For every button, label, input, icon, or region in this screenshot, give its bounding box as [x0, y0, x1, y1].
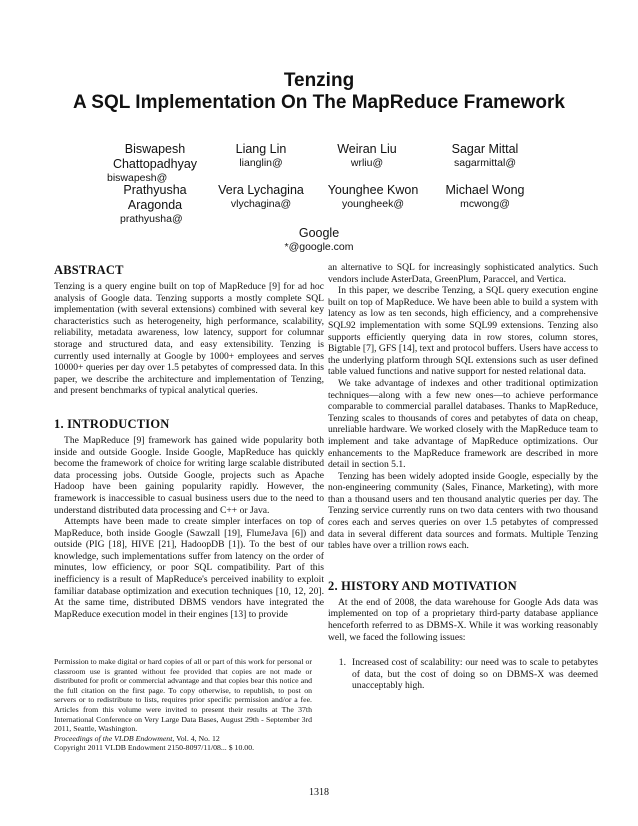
author-name-cont: Aragonda: [127, 198, 183, 212]
list-item: [328, 657, 598, 692]
author-name: Liang Lin: [235, 142, 287, 156]
author-email: vlychagina@: [230, 198, 292, 210]
author-email: prathyusha@: [120, 213, 183, 225]
title-line-1: Tenzing: [283, 70, 355, 91]
intro-paragraph-2: Attempts have been made to create simpler interfaces on top of MapReduce, both inside Google (Sawzall [19], FlumeJava [6]) and outside (PIG [18], HIVE [21], HadoopDB [1]). To the best of our knowledge, such implementations suffer from latency on the order of minutes, low efficiency, or poor SQL compatibility. Part of this inefficiency is a result of MapReduce's perceived inability to exploit familiar database optimization and execution techniques [10, 12, 20]. At the same time, distributed DBMS vendors have integrated the MapReduce execution model in their engines [13] to provide: [54, 516, 324, 620]
history-paragraph-1: At the end of 2008, the data warehouse for Google Ads data was implemented on top of a proprietary third-party database appliance henceforth referred to as DBMS-X. While it was working reasonably well, we faced the following issues:: [328, 596, 598, 643]
intro-paragraph-4: In this paper, we describe Tenzing, a SQL query execution engine built on top of MapReduce. We have been able to build a system with latency as low as ten seconds, high efficiency, and a comprehensive SQL92 implementation with some SQL99 extensions. Tenzing also supports efficiently querying data in row stores, column stores, Bigtable [7], GFS [14], text and protocol buffers. Users have access to the underlying platform through SQL extensions such as user defined table valued functions and native support for nested relational data.: [328, 285, 598, 378]
copyright-text: Copyright 2011 VLDB Endowment 2150-8097/11/08... $ 10.00.: [54, 743, 255, 753]
history-heading: 2. HISTORY AND MOTIVATION: [328, 578, 517, 593]
author-name: Michael Wong: [445, 183, 525, 197]
author-4: [415, 142, 555, 170]
author-name: Weiran Liu: [337, 142, 397, 156]
author-email: lianglin@: [239, 157, 283, 169]
intro-paragraph-5: We take advantage of indexes and other traditional optimization techniques—along with a few new ones—to achieve performance comparable to commercial parallel databases. Thanks to MapReduce, Tenzing scales to thousands of cores and petabytes of data on cheap, unreliable hardware. We worked closely with the MapReduce team to implement and take advantage of MapReduce optimizations. Our enhancements to the MapReduce framework are described in more detail in section 5.1.: [328, 377, 598, 471]
affiliation-email: *@google.com: [284, 241, 354, 253]
abstract-heading: ABSTRACT: [54, 263, 124, 277]
intro-paragraph-1: The MapReduce [9] framework has gained wide popularity both inside and outside Google. Inside Google, MapReduce has quickly become the framework of choice for writing large scalable distributed data processing jobs. Outside Google, projects such as Apache Hadoop have been gaining popularity rapidly. However, the framework is inaccessible to casual business users due to the need to understand distributed data processing and C++ or Java.: [54, 434, 324, 516]
author-name-cont: Chattopadhyay: [112, 157, 198, 171]
intro-paragraph-6: Tenzing has been widely adopted inside Google, especially by the non-engineering community (Sales, Finance, Marketing), with more than a thousand users and ten thousand analytic queries per day. The Tenzing service currently runs on two data centers with two thousand cores each and serves queries on over 1.5 petabytes of compressed data in several different data sources and formats. Multiple Tenzing tables have over a trillion rows each.: [328, 470, 598, 552]
author-email: wrliu@: [350, 157, 384, 169]
author-email: sagarmittal@: [453, 157, 516, 169]
introduction-heading: 1. INTRODUCTION: [54, 416, 170, 431]
author-8: [415, 183, 555, 211]
author-name: Younghee Kwon: [327, 183, 419, 197]
author-name: Sagar Mittal: [451, 142, 519, 156]
author-email: mcwong@: [460, 198, 510, 210]
author-email: biswapesh@: [107, 172, 168, 184]
intro-paragraph-3: an alternative to SQL for increasingly sophisticated analytics. Such vendors include AsterData, GreenPlum, Paraccel, and Vertica.: [328, 262, 598, 285]
right-column: [328, 262, 598, 692]
author-name: Prathyusha: [123, 183, 187, 197]
author-name: Vera Lychagina: [218, 183, 304, 197]
proceedings-volume: Vol. 4, No. 12: [174, 733, 220, 743]
abstract-text: Tenzing is a query engine built on top of MapReduce [9] for ad hoc analysis of Google data. Tenzing supports a mostly complete SQL implementation (with several extensions) combined with several key characteristics such as heterogeneity, high performance, scalability, reliability, metadata awareness, low latency, support for columnar storage and structured data, and easy extensibility. Tenzing is currently used internally at Google by 1000+ employees and serves 10000+ queries per day over 1.5 petabytes of compressed data. In this paper, we describe the architecture and implementation of Tenzing, and present benchmarks of typical analytical queries.: [54, 281, 324, 397]
affiliation-org: Google: [298, 226, 340, 240]
affiliation: [0, 226, 638, 254]
author-name: Biswapesh: [124, 142, 186, 156]
permission-text: Permission to make digital or hard copies of all or part of this work for personal or classroom use is granted without fee provided that copies are not made or distributed for profit or commercial advantage and that copies bear this notice and the full citation on the first page. To copy otherwise, to republish, to post on servers or to redistribute to lists, requires prior specific permission and/or a fee. Articles from this volume were invited to present their results at The 37th International Conference on Very Large Data Bases, August 29th - September 3rd 2011, Seattle, Washington.: [54, 657, 312, 734]
paper-title: [0, 70, 638, 114]
list-item-text: Increased cost of scalability: our need was to scale to petabytes of data, but the cost of doing so on DBMS-X was deemed unacceptably high.: [352, 657, 598, 692]
left-column: [54, 262, 324, 620]
author-email: youngheek@: [341, 198, 405, 210]
list-item-number: 1.: [338, 657, 346, 669]
proceedings-name: Proceedings of the VLDB Endowment,: [54, 733, 175, 743]
title-line-2: A SQL Implementation On The MapReduce Framework: [73, 92, 565, 113]
page-number: 1318: [309, 787, 329, 798]
permission-notice: [54, 657, 312, 753]
